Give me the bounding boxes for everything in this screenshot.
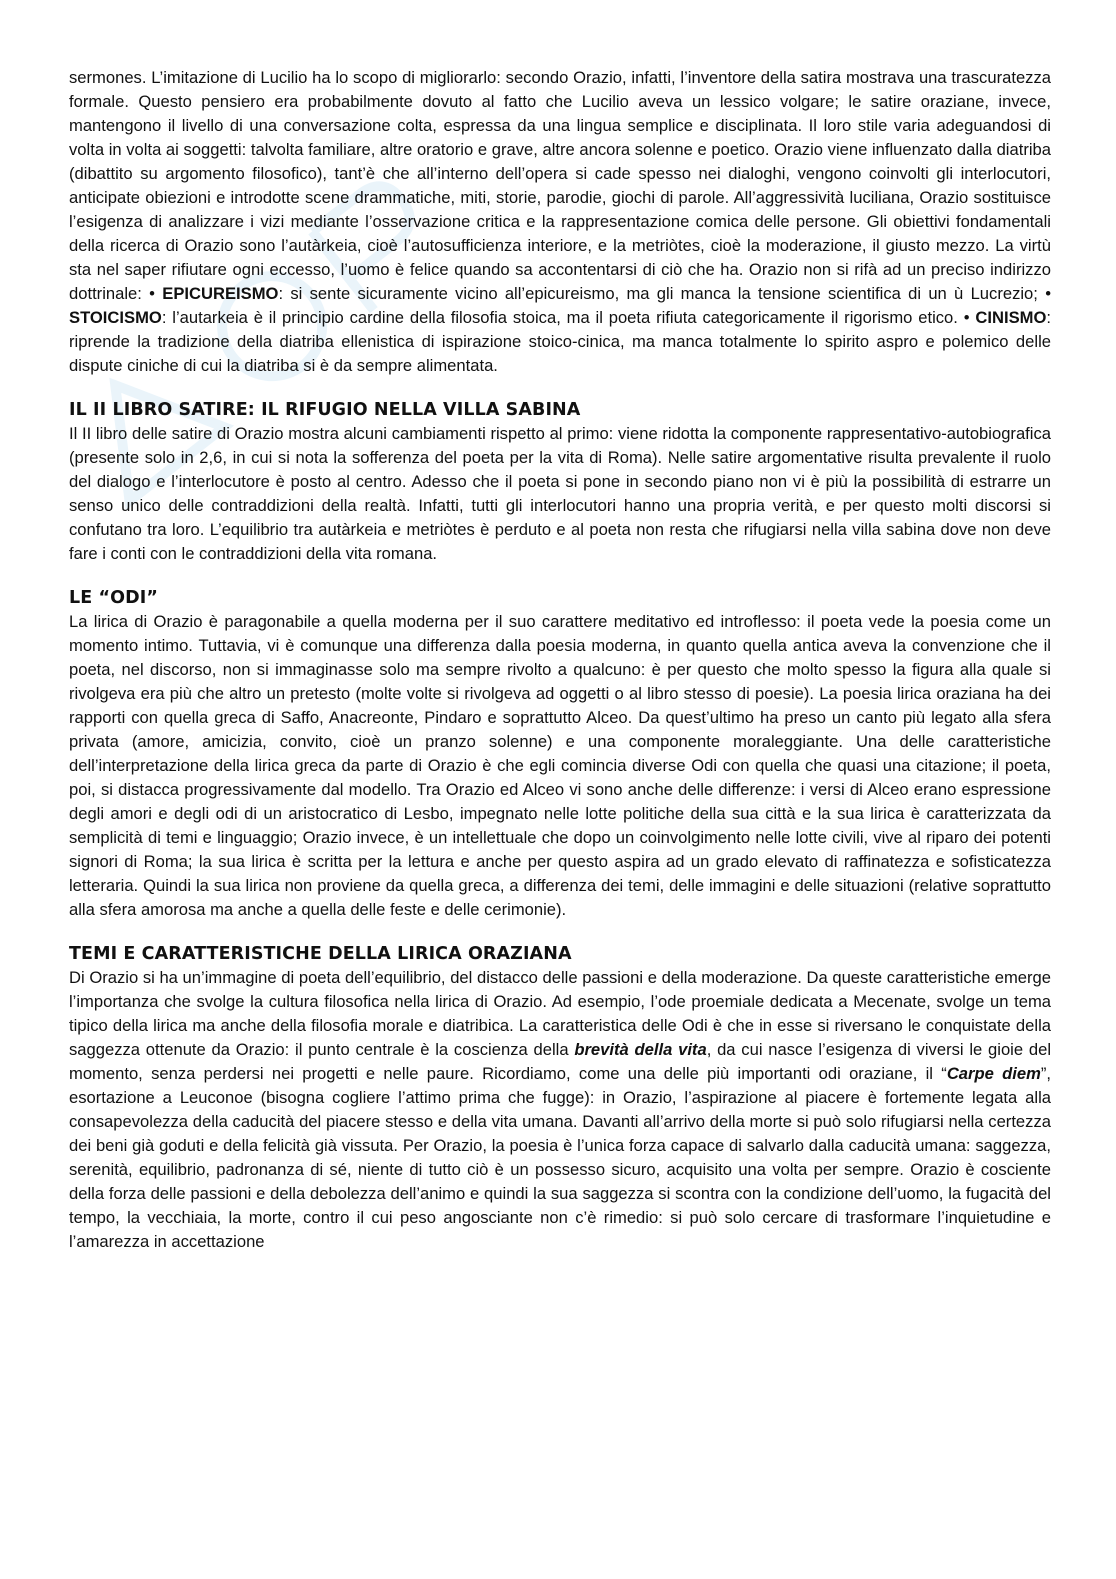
emphasis-carpe-diem: Carpe diem <box>946 1064 1041 1083</box>
paragraph-text: sermones. L’imitazione di Lucilio ha lo scopo di migliorarlo: secondo Orazio, infatti, l’inventore della satira mostrava una trascuratezza formale. Questo pensiero era probabilmente dovuto al fatto che Lucilio aveva un lessico volgare; le satire oraziane, invece, mantengono il livello di una conversazione colta, espressa da una lingua semplice e disciplinata. Il loro stile varia adeguandosi di volta in volta ai soggetti: talvolta familiare, altre oratorio e grave, altre ancora solenne e poetico. Orazio viene influenzato dalla diatriba (dibattito su argomento filosofico), tant’è che all’interno dell’opera si cade spesso nei dialoghi, vengono coinvolti gli interlocutori, anticipate obiezioni e introdotte scene drammatiche, miti, storie, parodie, giochi di parole. All’aggressività luciliana, Orazio sostituisce l’esigenza di analizzare i vizi mediante l’osservazione critica e la rappresentazione comica delle persone. Gli obiettivi fondamentali della ricerca di Orazio sono l’autàrkeia, cioè l’autosufficienza interiore, e la metriòtes, cioè la moderazione, il giusto mezzo. La virtù sta nel saper rifiutare ogni eccesso, l’uomo è felice quando sa accontentarsi di ciò che ha. Orazio non si rifà ad un preciso indirizzo dottrinale: <box>69 68 1051 303</box>
bullet-symbol: • <box>963 308 976 327</box>
term-epicureismo: EPICUREISMO <box>162 284 279 303</box>
paragraph-odi: La lirica di Orazio è paragonabile a quella moderna per il suo carattere meditativo ed introflesso: il poeta vede la poesia come un momento intimo. Tuttavia, vi è comunque una differenza dalla poesia moderna, in quanto quella antica aveva la convenzione che il poeta, nel discorso, non si immaginasse solo ma sempre rivolto a qualcuno: è per questo che molto spesso la figura alla quale si rivolgeva era più che altro un pretesto (molte volte si rivolgeva ad oggetti o al libro stesso di poesie). La poesia lirica oraziana ha dei rapporti con quella greca di Saffo, Anacreonte, Pindaro e soprattutto Alceo. Da quest’ultimo ha preso un canto più legato alla sfera privata (amore, amicizia, convito, cioè un pranzo solenne) e una componente moraleggiante. Una delle caratteristiche dell’interpretazione della lirica greca da parte di Orazio è che egli comincia diverse Odi con quella che quasi una citazione; il poeta, poi, si distacca progressivamente dal modello. Tra Orazio ed Alceo vi sono anche delle differenze: i versi di Alceo erano espressione degli amori e degli odi di un aristocratico di Lesbo, impegnato nelle lotte politiche della sua città e la sua lirica è caratterizzata da semplicità di temi e linguaggio; Orazio invece, è un intellettuale che dopo un coinvolgimento nelle lotte civili, vive al riparo dei potenti signori di Roma; la sua lirica è scritta per la lettura e anche per questo aspira ad un grado elevato di raffinatezza e sofisticatezza letteraria. Quindi la sua lirica non proviene da quella greca, a differenza dei temi, delle immagini e delle situazioni (relative soprattutto alla sfera amorosa ma anche a quella delle feste e delle cerimonie). <box>69 612 1051 919</box>
paragraph-satire-intro <box>69 66 1051 378</box>
paragraph-text: : riprende la tradizione della diatriba ellenistica di ispirazione stoico-cinica, ma manca totalmente lo spirito aspro e polemico delle dispute ciniche di cui la diatriba si è da sempre alimentata. <box>69 308 1051 375</box>
paragraph-libro-satire: Il II libro delle satire di Orazio mostra alcuni cambiamenti rispetto al primo: viene ridotta la componente rappresentativo-autobiografica (presente solo in 2,6, in cui si nota la sofferenza del poeta per la vita di Roma). Nelle satire argomentative risulta prevalente il ruolo del dialogo e l’interlocutore è posto al centro. Adesso che il poeta si pone in secondo piano non vi è più la possibilità di estrarre un senso unico delle contraddizioni della realtà. Infatti, tutti gli interlocutori hanno una propria verità, e per questo molti discorsi si confutano tra loro. L’equilibrio tra autàrkeia e metriòtes è perduto e al poeta non resta che rifugiarsi nella villa sabina dove non deve fare i conti con le contraddizioni della vita romana. <box>69 424 1051 563</box>
section-heading-libro-satire: IL II LIBRO SATIRE: IL RIFUGIO NELLA VILLA SABINA <box>69 400 581 420</box>
paragraph-text: : si sente sicuramente vicino all’epicureismo, ma gli manca la tensione scientifica di un ù Lucrezio; <box>278 284 1046 303</box>
document-page <box>69 66 1051 1254</box>
emphasis-brevita-vita: brevità della vita <box>574 1040 707 1059</box>
paragraph-text: , da cui nasce l’esigenza di viversi le gioie del momento, senza perdersi nei progetti e nelle paure. Ricordiamo, come una delle più importanti odi oraziane, il “ <box>69 1040 1052 1083</box>
paragraph-text: ”, esortazione a Leuconoe (bisogna cogliere l’attimo prima che fugge): in Orazio, l’aspirazione al piacere è fortemente legata alla consapevolezza della caducità del piacere stesso e della vita umana. Davanti all’arrivo della morte si può solo rifugiarsi nella certezza dei beni già goduti e della felicità già vissuta. Per Orazio, la poesia è l’unica forza capace di salvarlo dalla caducità umana: saggezza, serenità, equilibrio, padronanza di sé, niente di tutto ciò è un possesso sicuro, acquisito una volta per sempre. Orazio è cosciente della forza delle passioni e della debolezza dell’animo e quindi la sua saggezza si scontra con la condizione dell’uomo, la fugacità del tempo, la vecchiaia, la morte, contro il cui peso angosciante non c’è rimedio: si può solo cercare di trasformare l’inquietudine e l’amarezza in accettazione <box>69 1064 1052 1251</box>
bullet-symbol: • <box>1045 284 1051 303</box>
section-heading-temi-lirica: TEMI E CARATTERISTICHE DELLA LIRICA ORAZIANA <box>69 944 572 964</box>
term-stoicismo: STOICISMO <box>69 308 162 327</box>
term-cinismo: CINISMO <box>975 308 1047 327</box>
paragraph-text: : l’autarkeia è il principio cardine della filosofia stoica, ma il poeta rifiuta categoricamente il rigorismo etico. <box>161 308 964 327</box>
paragraph-temi-lirica <box>69 966 1051 1254</box>
section-heading-odi: LE “ODI” <box>69 588 158 608</box>
bullet-symbol: • <box>149 284 163 303</box>
paragraph-text: Di Orazio si ha un’immagine di poeta dell’equilibrio, del distacco delle passioni e della moderazione. Da queste caratteristiche emerge l’importanza che svolge la cultura filosofica nella lirica di Orazio. Ad esempio, l’ode proemiale dedicata a Mecenate, svolge un tema tipico della lirica ma anche della filosofia morale e diatribica. La caratteristica delle Odi è che in esse si riversano le conquistate della saggezza ottenute da Orazio: il punto centrale è la coscienza della <box>69 968 1051 1059</box>
